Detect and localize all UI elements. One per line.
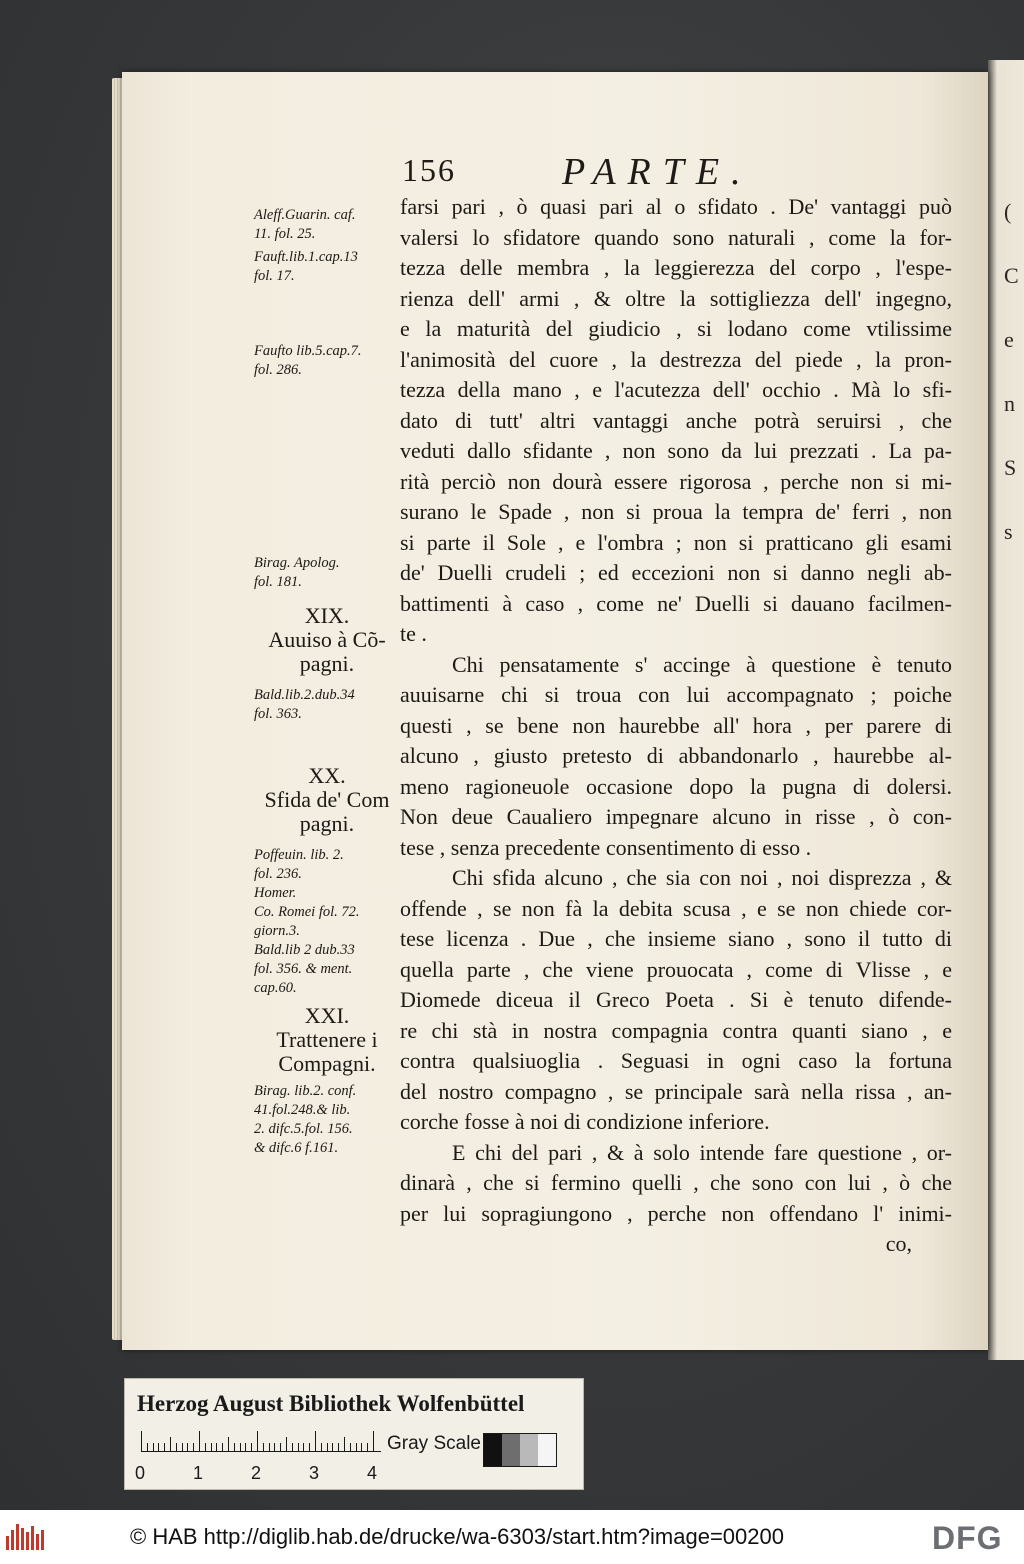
ruler-tick bbox=[199, 1431, 200, 1451]
next-page-fragment: S bbox=[1004, 455, 1017, 480]
hab-logo-icon bbox=[6, 1524, 46, 1550]
ruler-tick bbox=[280, 1443, 281, 1451]
ruler-tick bbox=[228, 1437, 229, 1451]
ruler-tick bbox=[315, 1431, 316, 1451]
ruler-tick bbox=[303, 1443, 304, 1451]
logo-bar bbox=[36, 1534, 39, 1550]
text-line: Diomede diceua il Greco Poeta . Si è tenuto difende- bbox=[400, 987, 952, 1012]
footer-bar bbox=[0, 1510, 1024, 1564]
text-line: l'animosità del cuore , la destrezza del piede , la pron- bbox=[400, 346, 952, 372]
logo-bar bbox=[11, 1530, 14, 1550]
ruler-tick bbox=[240, 1443, 241, 1451]
ruler-tick bbox=[187, 1443, 188, 1451]
margin-line: Sfida de' Com bbox=[264, 787, 390, 812]
margin-line: Compagni. bbox=[278, 1051, 376, 1076]
ruler-tick bbox=[211, 1443, 212, 1451]
text-line: co, bbox=[885, 1231, 912, 1256]
ruler-tick bbox=[344, 1437, 345, 1451]
margin-line: Poffeuin. lib. 2. bbox=[254, 847, 344, 863]
margin-line: fol. 236. bbox=[254, 866, 302, 882]
ruler-tick bbox=[234, 1443, 235, 1451]
text-line: meno ragioneuole occasione dopo la pugna di dolersi. bbox=[400, 773, 952, 799]
margin-line: Faufto lib.5.cap.7. bbox=[254, 343, 362, 359]
ruler-tick bbox=[147, 1443, 148, 1451]
margin-note-2 bbox=[254, 248, 358, 286]
margin-line: XX. bbox=[308, 763, 346, 788]
ruler-tick bbox=[164, 1443, 165, 1451]
ruler-number: 4 bbox=[367, 1463, 378, 1483]
ruler-tick bbox=[338, 1443, 339, 1451]
margin-note-7 bbox=[254, 1082, 356, 1158]
next-page-fragment: e bbox=[1004, 327, 1014, 352]
text-line: surano le Spade , non si proua la tempra de' ferri , non bbox=[400, 499, 952, 524]
ruler-tick bbox=[350, 1443, 351, 1451]
margin-line: XXI. bbox=[304, 1003, 350, 1028]
ruler-tick bbox=[193, 1443, 194, 1451]
next-page-fragment: C bbox=[1004, 263, 1019, 288]
margin-line: Fauft.lib.1.cap.13 bbox=[254, 249, 358, 265]
margin-note-4 bbox=[254, 554, 340, 592]
margin-line: cap.60. bbox=[254, 980, 297, 996]
text-line: valersi lo sfidatore quando sono naturali , come la for- bbox=[400, 224, 952, 250]
text-line: e la maturità del giudicio , si lodano come vtilissime bbox=[400, 316, 952, 341]
text-line: dinarà , che si fermino quelli , che sono con lui , ò che bbox=[400, 1170, 952, 1195]
running-head: PARTE. bbox=[562, 151, 753, 193]
page-number: 156 bbox=[402, 152, 456, 188]
ruler-tick bbox=[327, 1443, 328, 1451]
ruler-tick bbox=[216, 1443, 217, 1451]
logo-bar bbox=[26, 1532, 29, 1550]
margin-line: Aleff.Guarin. caf. bbox=[254, 207, 356, 223]
margin-line: pagni. bbox=[299, 811, 355, 836]
margin-line: 2. difc.5.fol. 156. bbox=[254, 1121, 353, 1137]
text-line: Non deue Caualiero impegnare alcuno in risse , ò con- bbox=[400, 804, 952, 829]
color-calibration-card bbox=[124, 1378, 584, 1490]
text-line: farsi pari , ò quasi pari al o sfidato . De' vantaggi può bbox=[400, 194, 952, 219]
margin-line: 11. fol. 25. bbox=[254, 226, 316, 242]
text-line: Chi pensatamente s' accinge à questione è tenuto bbox=[452, 651, 952, 677]
margin-line: Homer. bbox=[254, 885, 297, 901]
ruler-tick bbox=[286, 1437, 287, 1451]
ruler-number: 3 bbox=[309, 1463, 320, 1483]
ruler-tick bbox=[205, 1443, 206, 1451]
text-line: offende , se non fà la debita scusa , e se non chiede cor- bbox=[400, 895, 952, 921]
text-line: del nostro compagno , se principale sarà nella rissa , an- bbox=[400, 1078, 952, 1104]
margin-line: Auuiso à Cõ- bbox=[268, 627, 386, 652]
logo-bar bbox=[21, 1528, 24, 1550]
main-text-column bbox=[400, 192, 952, 1260]
gray-scale-swatches bbox=[483, 1433, 557, 1467]
text-line: questi , se bene non haurebbe all' hora , per parere di bbox=[400, 712, 952, 738]
ruler bbox=[141, 1429, 381, 1452]
margin-line: Birag. Apolog. bbox=[254, 555, 340, 571]
margin-line: Trattenere i bbox=[276, 1027, 378, 1052]
ruler-tick bbox=[361, 1443, 362, 1451]
margin-line: fol. 181. bbox=[254, 574, 302, 590]
margin-note-1 bbox=[254, 206, 356, 244]
logo-bar bbox=[41, 1530, 44, 1550]
next-page-fragments bbox=[1004, 180, 1024, 564]
text-line: tese , senza precedente consentimento di esso . bbox=[400, 834, 812, 860]
margin-line: giorn.3. bbox=[254, 923, 300, 939]
text-line: re chi stà in nostra compagnia contra quanti siano , e bbox=[400, 1017, 952, 1043]
text-line: corche fosse à noi di condizione inferiore. bbox=[400, 1109, 770, 1134]
margin-line: fol. 17. bbox=[254, 268, 295, 284]
ruler-tick bbox=[245, 1443, 246, 1451]
ruler-tick bbox=[222, 1443, 223, 1451]
margin-line: & difc.6 f.161. bbox=[254, 1140, 339, 1156]
ruler-tick bbox=[170, 1437, 171, 1451]
next-page-fragment: ( bbox=[1004, 199, 1012, 224]
card-title: Herzog August Bibliothek Wolfenbüttel bbox=[137, 1391, 525, 1416]
ruler-tick bbox=[251, 1443, 252, 1451]
margin-heading-xix bbox=[252, 604, 402, 676]
text-line: veduti dallo sfidante , non sono da lui prezzati . La pa- bbox=[400, 438, 952, 463]
margin-line: 41.fol.248.& lib. bbox=[254, 1102, 351, 1118]
text-line: si parte il Sole , e l'ombra ; non si pratticano gli esami bbox=[400, 529, 952, 555]
margin-heading-xx bbox=[252, 764, 402, 836]
gray-swatch bbox=[484, 1434, 502, 1466]
ruler-tick bbox=[269, 1443, 270, 1451]
margin-line: fol. 286. bbox=[254, 362, 302, 378]
text-line: Chi sfida alcuno , che sia con noi , noi disprezza , & bbox=[452, 865, 952, 890]
ruler-tick bbox=[263, 1443, 264, 1451]
gray-swatch bbox=[520, 1434, 538, 1466]
ruler-tick bbox=[257, 1431, 258, 1451]
ruler-tick bbox=[298, 1443, 299, 1451]
gray-swatch bbox=[502, 1434, 520, 1466]
margin-note-5 bbox=[254, 686, 355, 724]
ruler-number: 1 bbox=[193, 1463, 204, 1483]
ruler-tick bbox=[373, 1431, 374, 1451]
text-line: de' Duelli crudeli ; ed eccezioni non si danno negli ab- bbox=[400, 560, 952, 585]
ruler-tick bbox=[332, 1443, 333, 1451]
text-line: auuisarne chi si troua con lui accompagnato ; poiche bbox=[400, 682, 952, 707]
gray-scale-label: Gray Scale bbox=[387, 1433, 481, 1454]
ruler-tick bbox=[158, 1443, 159, 1451]
margin-line: Bald.lib.2.dub.34 bbox=[254, 687, 355, 703]
text-line: te . bbox=[400, 621, 427, 646]
footer-url[interactable]: © HAB http://diglib.hab.de/drucke/wa-6303/start.htm?image=00200 bbox=[130, 1524, 784, 1549]
margin-note-6 bbox=[254, 846, 360, 998]
margin-line: Bald.lib 2 dub.33 bbox=[254, 942, 355, 958]
logo-bar bbox=[16, 1524, 19, 1550]
margin-heading-xxi bbox=[252, 1004, 402, 1076]
text-line: battimenti à caso , come ne' Duelli si dauano facilmen- bbox=[400, 590, 952, 616]
text-line: tese licenza . Due , che insieme siano , sono il tutto di bbox=[400, 926, 952, 951]
ruler-number: 0 bbox=[135, 1463, 146, 1483]
ruler-tick bbox=[274, 1443, 275, 1451]
text-line: per lui sopragiungono , perche non offendano l' inimi- bbox=[400, 1200, 952, 1226]
text-line: dato di tutt' altri vantaggi anche potrà seruirsi , che bbox=[400, 407, 952, 433]
ruler-tick bbox=[356, 1443, 357, 1451]
ruler-tick bbox=[141, 1431, 142, 1451]
ruler-tick bbox=[367, 1443, 368, 1451]
gray-swatch bbox=[538, 1434, 556, 1466]
text-line: contra qualsiuoglia . Seguasi in ogni caso la fortuna bbox=[400, 1048, 952, 1073]
next-page-fragment: n bbox=[1004, 391, 1015, 416]
ruler-tick bbox=[292, 1443, 293, 1451]
dfg-logo: DFG bbox=[932, 1520, 1003, 1556]
text-line: alcuno , giusto pretesto di abbandonarlo , haurebbe al- bbox=[400, 743, 952, 768]
next-page-fragment: s bbox=[1004, 519, 1013, 544]
margin-line: fol. 356. & ment. bbox=[254, 961, 353, 977]
margin-line: XIX. bbox=[304, 603, 350, 628]
margin-line: fol. 363. bbox=[254, 706, 302, 722]
text-line: tezza della mano , e l'acutezza dell' occhio . Mà lo sfi- bbox=[400, 377, 952, 402]
logo-bar bbox=[6, 1536, 9, 1550]
text-line: quella parte , che viene prouocata , come di Vlisse , e bbox=[400, 956, 952, 982]
margin-note-3 bbox=[254, 342, 362, 380]
margin-line: Co. Romei fol. 72. bbox=[254, 904, 360, 920]
text-line: E chi del pari , & à solo intende fare questione , or- bbox=[452, 1139, 952, 1165]
ruler-tick bbox=[321, 1443, 322, 1451]
margin-line: Birag. lib.2. conf. bbox=[254, 1083, 357, 1099]
ruler-tick bbox=[309, 1443, 310, 1451]
ruler-number: 2 bbox=[251, 1463, 262, 1483]
ruler-tick bbox=[182, 1443, 183, 1451]
text-line: tezza delle membra , la leggierezza del corpo , l'espe- bbox=[400, 255, 952, 280]
text-line: rienza dell' armi , & oltre la sottigliezza dell' ingegno, bbox=[400, 285, 952, 311]
text-line: rità perciò non dourà essere rigorosa , perche non si mi- bbox=[400, 468, 952, 494]
logo-bar bbox=[31, 1526, 34, 1550]
ruler-tick bbox=[176, 1443, 177, 1451]
margin-line: pagni. bbox=[299, 651, 355, 676]
ruler-tick bbox=[153, 1443, 154, 1451]
